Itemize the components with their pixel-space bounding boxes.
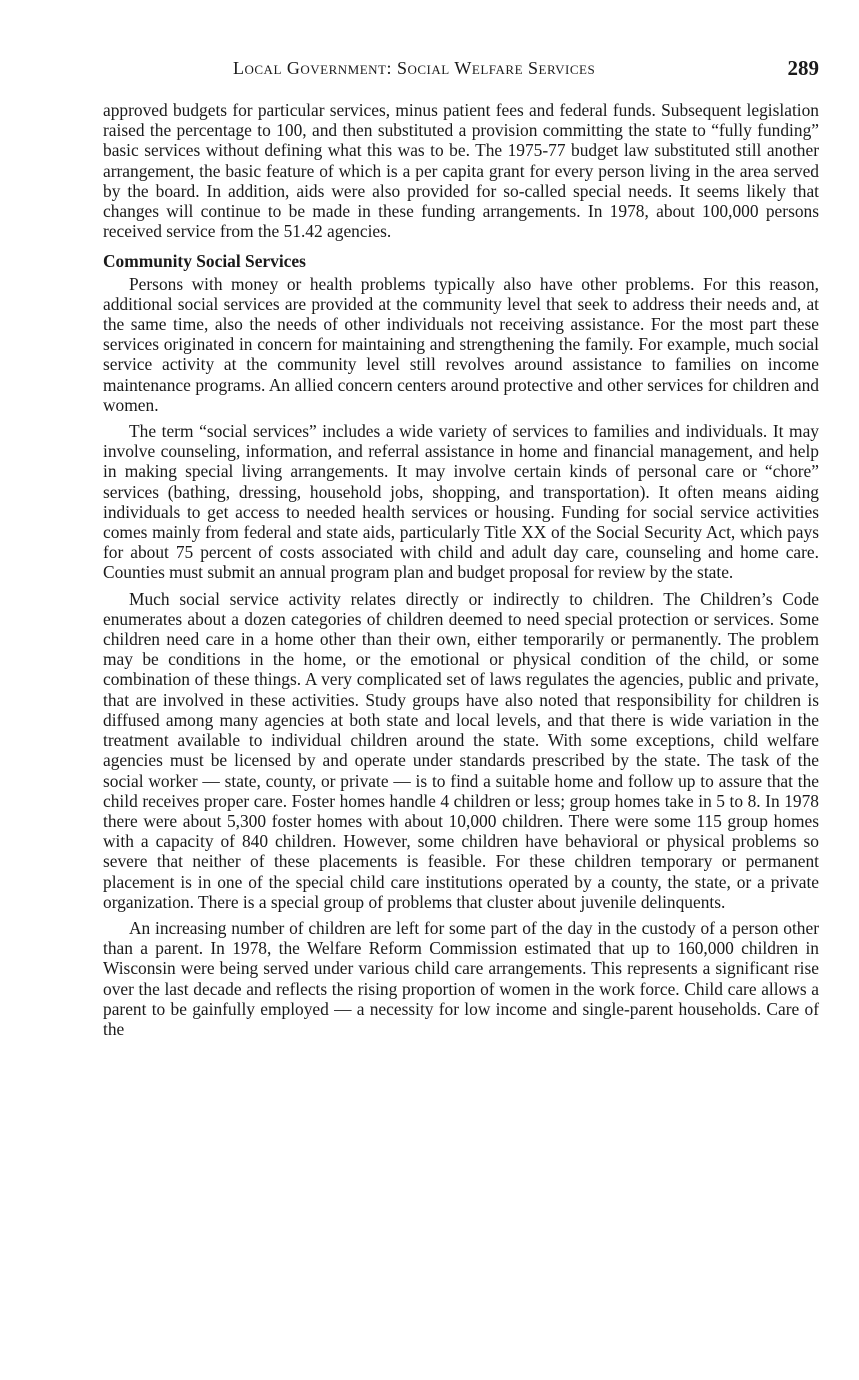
paragraph: An increasing number of children are left for some part of the day in the custody of a person other than a parent. In 1978, the Welfare Reform Commission estimated that up to 160,000 children in Wisconsin were being served under various child care arrangements. This represents a significant rise over the last decade and reflects the rising proportion of women in the work force. Child care allows a parent to be gainfully employed — a necessity for low income and single-parent households. Care of the	[103, 917, 819, 1039]
section-heading: Community Social Services	[103, 251, 306, 272]
page-number: 289	[787, 56, 819, 80]
paragraph: Persons with money or health problems typically also have other problems. For this reason, additional social services are provided at the community level that seek to address their needs and, at the same time, also the needs of other individuals not receiving assistance. For the most part these services originated in concern for maintaining and strengthening the family. For example, much social service activity at the community level still revolves around assistance to families on income maintenance programs. An allied concern centers around protective and other services for children and women.	[103, 273, 819, 415]
body-text	[103, 100, 819, 1045]
paragraph: The term “social services” includes a wide variety of services to families and individuals. It may involve counseling, information, and referral assistance in home and financial management, and help in making special living arrangements. It may involve certain kinds of personal care or “chore” services (bathing, dressing, household jobs, shopping, and transportation). It often means aiding individuals to get access to needed health services or housing. Funding for social service activities comes mainly from federal and state aids, particularly Title XX of the Social Security Act, which pays for about 75 percent of costs associated with child and adult day care, counseling and home care. Counties must submit an annual program plan and budget proposal for review by the state.	[103, 421, 819, 583]
paragraph: Much social service activity relates directly or indirectly to children. The Children’s Code enumerates about a dozen categories of children deemed to need special protection or services. Some children need care in a home other than their own, either temporarily or permanently. The problem may be conditions in the home, or the emotional or physical condition of the child, or some combination of these things. A very complicated set of laws regulates the agencies, public and private, that are involved in these activities. Study groups have also noted that responsibility for children is diffused among many agencies at both state and local levels, and that there is wide variation in the treatment available to individual children around the state. With some exceptions, child welfare agencies must be licensed by and operate under standards prescribed by the state. The task of the social worker — state, county, or private — is to find a suitable home and follow up to assure that the child receives proper care. Foster homes handle 4 children or less; group homes take in 5 to 8. In 1978 there were about 5,300 foster homes with about 10,000 children. There were some 115 group homes with a capacity of 840 children. However, some children have behavioral or physical problems so severe that neither of these placements is feasible. For these children temporary or permanent placement is in one of the special child care institutions operated by a county, the state, or a private organization. There is a special group of problems that cluster about juvenile delinquents.	[103, 588, 819, 912]
running-title: Local Government: Social Welfare Services	[233, 58, 596, 78]
paragraph-continued: approved budgets for particular services, minus patient fees and federal funds. Subsequent legislation raised the percentage to 100, and then substituted a provision committing the state to “fully funding” basic services without defining what this was to be. The 1975-77 budget law substituted still another arrangement, the basic feature of which is a per capita grant for every person living in the area served by the board. In addition, aids were also provided for so-called special needs. It seems likely that changes will continue to be made in these funding arrangements. In 1978, about 100,000 persons received service from the 51.42 agencies.	[103, 100, 819, 242]
running-head	[103, 56, 819, 82]
